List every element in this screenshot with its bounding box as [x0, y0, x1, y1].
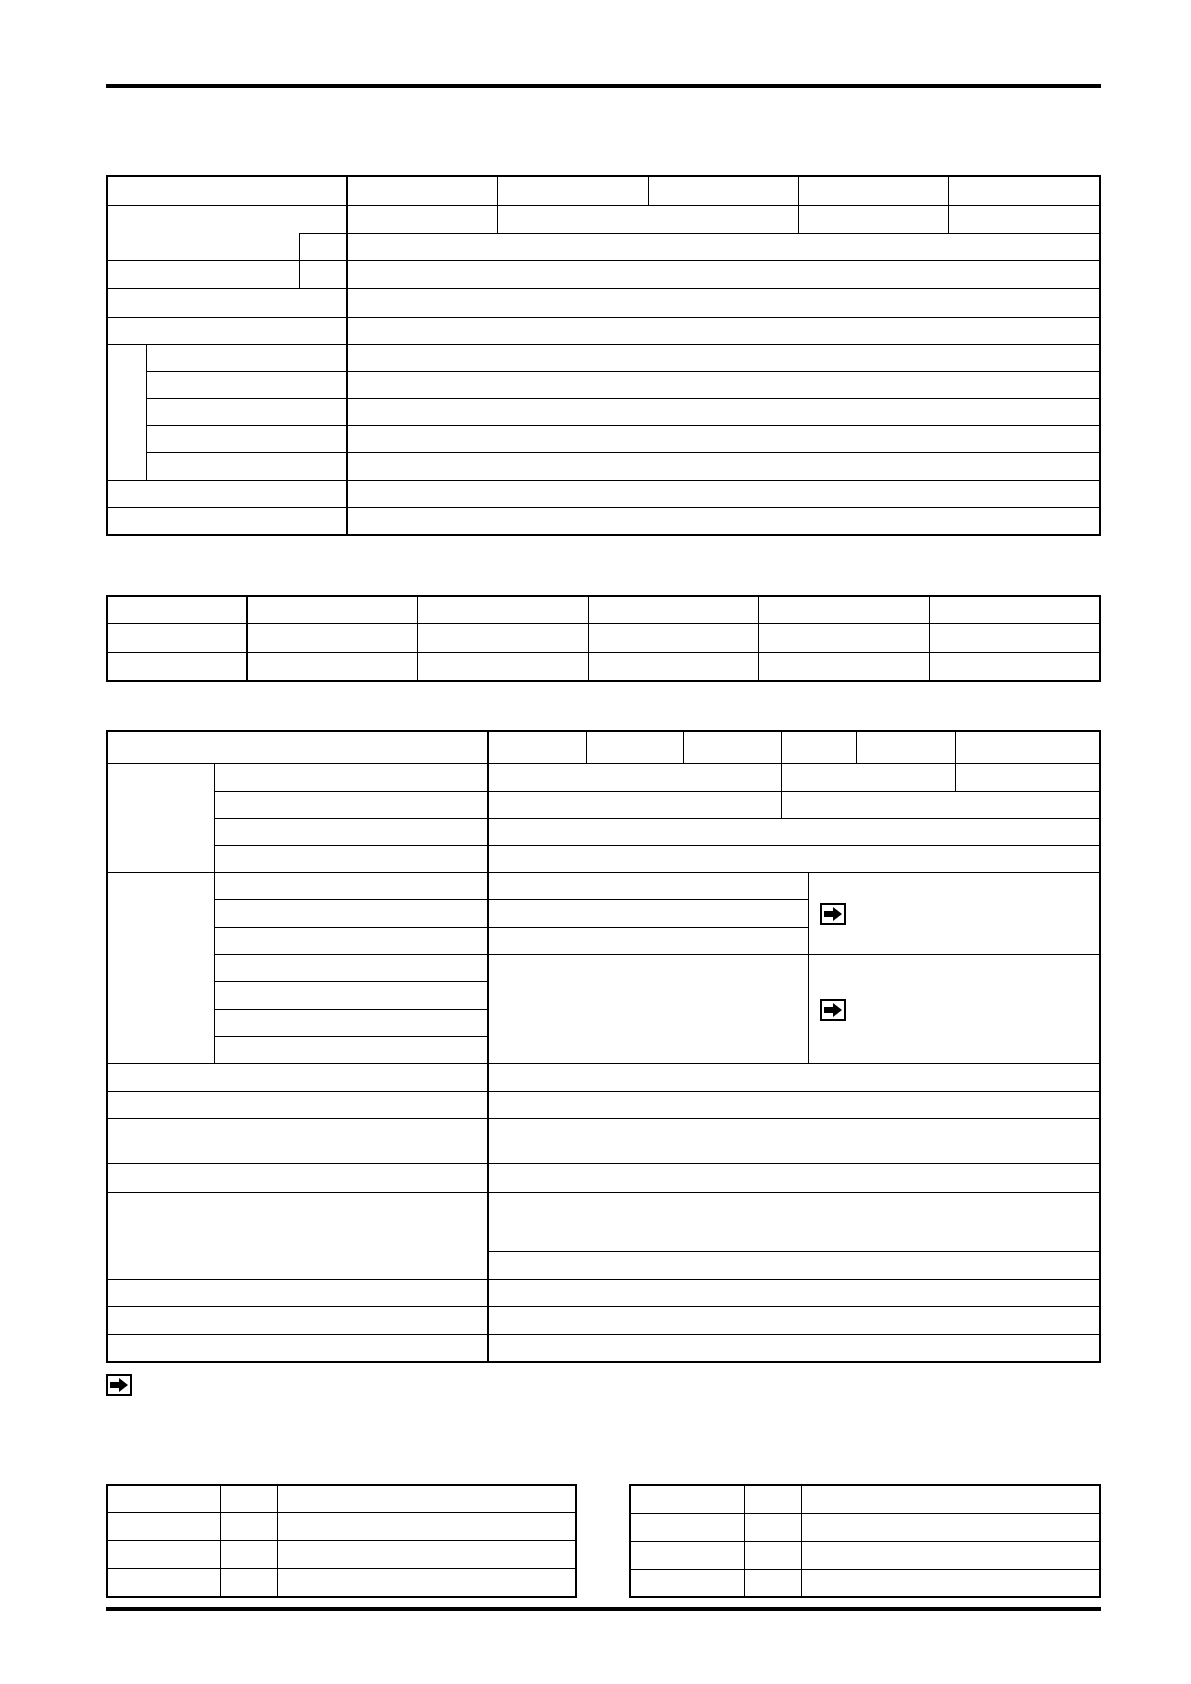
spec-table-4-left	[106, 1484, 577, 1598]
note-arrow-icon	[820, 999, 846, 1021]
note-arrow-icon	[820, 903, 846, 925]
spec-table-1	[106, 175, 1101, 536]
spec-table-2	[106, 595, 1101, 682]
note-arrow-icon	[106, 1374, 132, 1396]
header-rule	[106, 84, 1101, 88]
footer-rule	[106, 1607, 1101, 1611]
spec-table-3	[106, 730, 1101, 1363]
